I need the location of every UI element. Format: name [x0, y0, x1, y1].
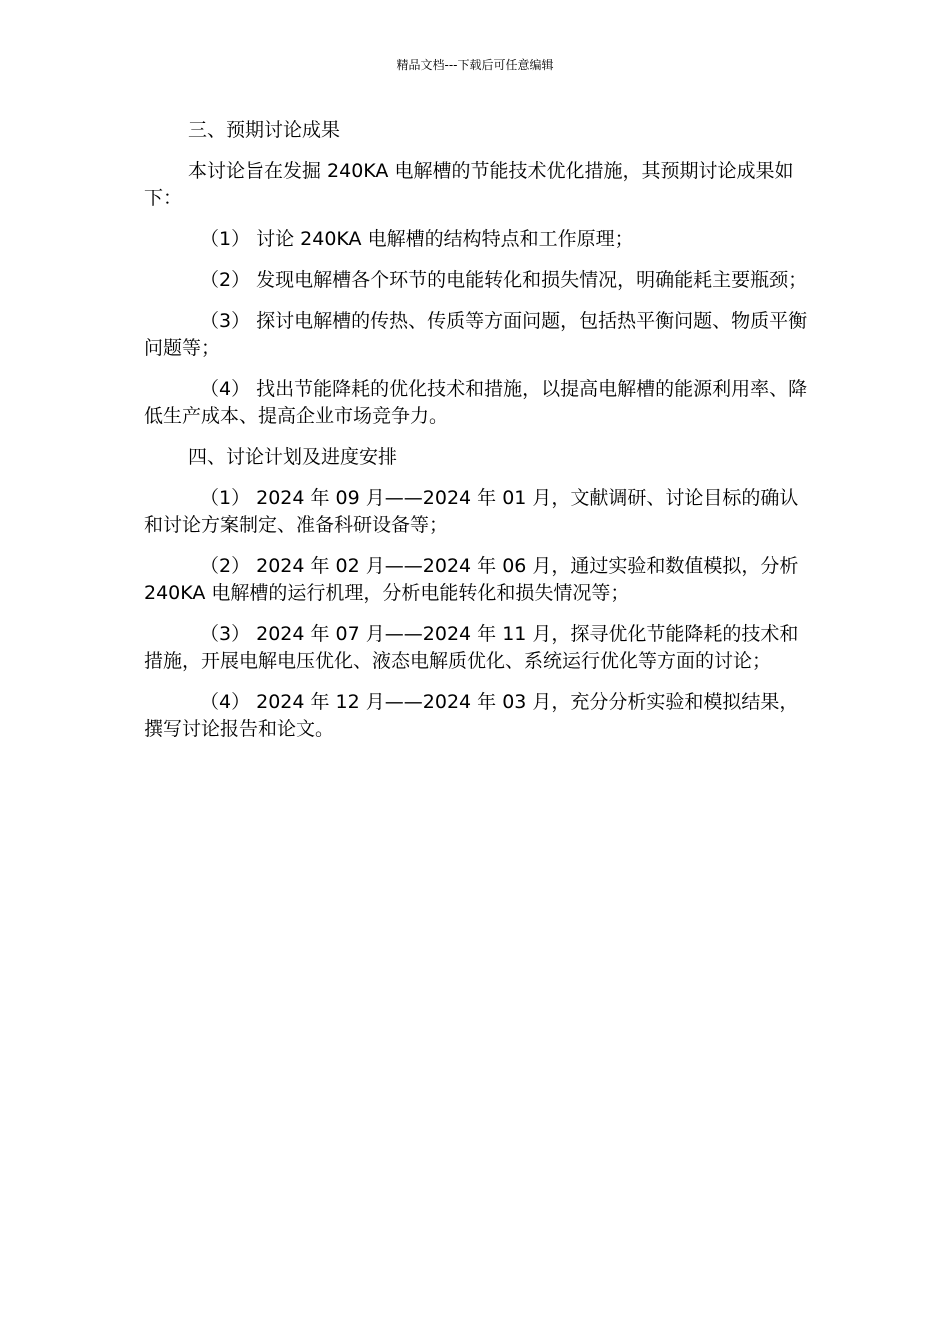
section-4-heading: 四、讨论计划及进度安排	[188, 446, 398, 468]
section-3-intro: 本讨论旨在发掘 240KA 电解槽的节能技术优化措施，其预期讨论成果如下：	[144, 160, 794, 209]
document-body	[144, 117, 808, 757]
section-3-item-1: （1） 讨论 240KA 电解槽的结构特点和工作原理；	[200, 228, 634, 250]
section-3-item-3: （3） 探讨电解槽的传热、传质等方面问题，包括热平衡问题、物质平衡问题等；	[144, 310, 808, 359]
page-header: 精品文档---下载后可任意编辑	[396, 58, 554, 72]
section-3-heading: 三、预期讨论成果	[188, 119, 341, 141]
section-3-item-4: （4） 找出节能降耗的优化技术和措施，以提高电解槽的能源利用率、降低生产成本、提高企业市场竞争力。	[144, 378, 808, 427]
section-4-item-1: （1） 2024 年 09 月——2024 年 01 月，文献调研、讨论目标的确认和讨论方案制定、准备科研设备等；	[144, 487, 799, 536]
section-3-item-2: （2） 发现电解槽各个环节的电能转化和损失情况，明确能耗主要瓶颈；	[200, 269, 808, 291]
section-4-item-4: （4） 2024 年 12 月——2024 年 03 月，充分分析实验和模拟结果，撰写讨论报告和论文。	[144, 691, 799, 740]
section-4-item-3: （3） 2024 年 07 月——2024 年 11 月，探寻优化节能降耗的技术和措施，开展电解电压优化、液态电解质优化、系统运行优化等方面的讨论；	[144, 623, 799, 672]
section-4-item-2: （2） 2024 年 02 月——2024 年 06 月，通过实验和数值模拟，分析 240KA 电解槽的运行机理，分析电能转化和损失情况等；	[144, 555, 799, 604]
